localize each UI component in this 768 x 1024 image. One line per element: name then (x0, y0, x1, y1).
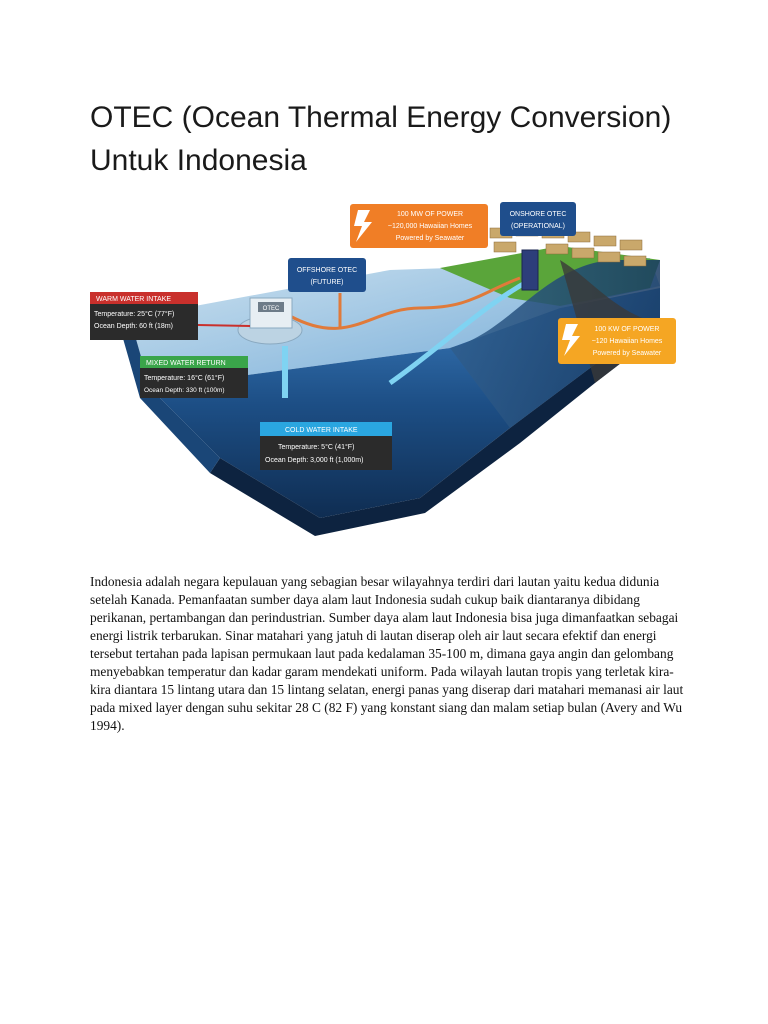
page-title: OTEC (Ocean Thermal Energy Conversion) Untuk Indonesia (90, 101, 672, 177)
mixed-return-title: MIXED WATER RETURN (146, 360, 226, 367)
warm-intake-depth: Ocean Depth: 60 ft (18m) (94, 323, 173, 330)
cold-intake-depth: Ocean Depth: 3,000 ft (1,000m) (265, 457, 364, 464)
mixed-return-temp: Temperature: 16°C (61°F) (144, 375, 225, 382)
onshore-otec-callout (500, 202, 576, 236)
offshore-otec-label: OFFSHORE OTEC (296, 267, 358, 274)
otec-illustration (90, 198, 680, 538)
cold-water-intake-callout (260, 422, 392, 470)
warm-intake-temp: Temperature: 25°C (77°F) (94, 311, 175, 318)
onshore-otec-label: ONSHORE OTEC (509, 211, 567, 218)
power-100mw-source: Powered by Seawater (395, 235, 465, 242)
power-100kw-source: Powered by Seawater (592, 350, 662, 357)
power-100kw-callout (558, 318, 676, 364)
power-100mw-callout (350, 204, 488, 248)
platform-label: OTEC (262, 306, 280, 312)
cold-intake-title: COLD WATER INTAKE (285, 427, 358, 434)
mixed-return-depth: Ocean Depth: 330 ft (100m) (144, 387, 225, 394)
cold-intake-temp: Temperature: 5°C (41°F) (278, 444, 355, 451)
power-100mw-homes: ~120,000 Hawaiian Homes (387, 223, 473, 230)
power-100kw-title: 100 KW OF POWER (594, 326, 660, 333)
power-100kw-homes: ~120 Hawaiian Homes (591, 338, 663, 345)
body-paragraph: Indonesia adalah negara kepulauan yang sebagian besar wilayahnya terdiri dari lautan yaitu kedua didunia setelah Kanada. Pemanfaatan sumber daya alam laut Indonesia sudah cukup baik diantaranya dibidang perikanan, pertambangan dan perindustrian. Sumber daya alam laut Indonesia bisa juga dimanfaatkan sebagai energi listrik terbarukan. Sinar matahari yang jatuh di lautan diserap oleh air laut secara efektif dan energi tersebut tertahan pada lapisan permukaan laut pada kedalaman 35-100 m, dimana gaya angin dan gelombang menyebabkan temperatur dan kadar garam mendekati uniform. Pada wilayah lautan tropis yang terletak kira-kira diantara 15 lintang utara dan 15 lintang selatan, energi panas yang diserap dari matahari memanasi air laut pada mixed layer dengan suhu sekitar 28 C (82 F) yang konstant siang dan malam setiap bulan (Avery and Wu 1994). (90, 574, 684, 733)
offshore-otec-status: (FUTURE) (310, 279, 344, 286)
mixed-water-return-callout (140, 356, 248, 398)
warm-intake-title: WARM WATER INTAKE (96, 296, 172, 303)
offshore-otec-callout (288, 258, 366, 292)
onshore-otec-status: (OPERATIONAL) (511, 223, 565, 230)
power-100mw-title: 100 MW OF POWER (396, 211, 464, 218)
